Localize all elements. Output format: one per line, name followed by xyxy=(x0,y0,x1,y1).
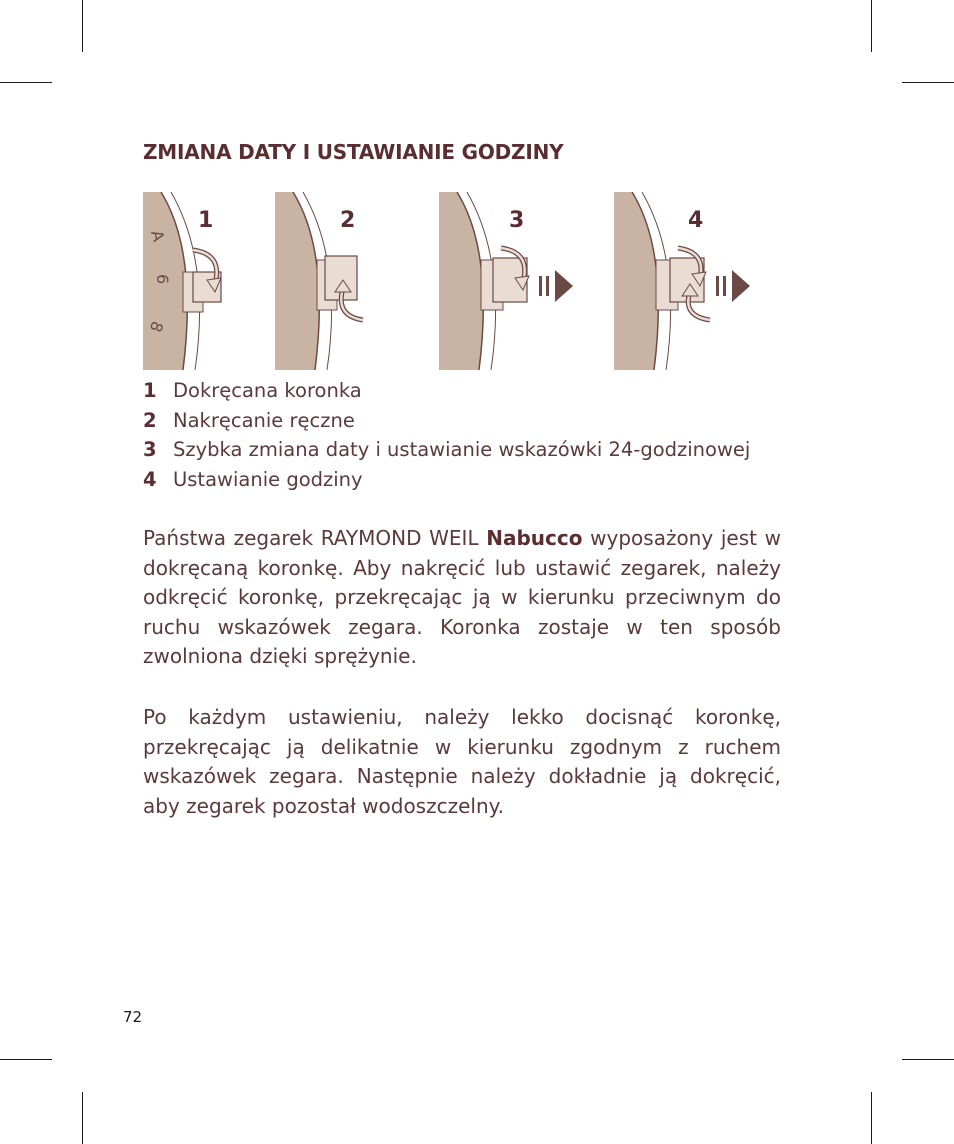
figure-number-4: 4 xyxy=(688,208,704,233)
crop-mark-bottom-right xyxy=(871,1092,872,1144)
legend-number: 4 xyxy=(143,467,157,491)
page-number: 72 xyxy=(123,1008,143,1026)
legend-text: Nakręcanie ręczne xyxy=(173,408,355,432)
crown-illustration-2 xyxy=(275,192,455,370)
figure-number-1: 1 xyxy=(198,208,214,233)
model-name: Nabucco xyxy=(486,526,583,550)
svg-text:6: 6 xyxy=(153,274,172,285)
crop-mark-bottom-left xyxy=(82,1092,83,1144)
crown-illustration-3 xyxy=(439,192,619,370)
paragraph-1-lead: Państwa zegarek RAYMOND WEIL xyxy=(143,526,487,550)
figure-number-2: 2 xyxy=(340,208,356,233)
paragraph-1-rest: wyposażony jest w dokręcaną koronkę. Aby nakręcić lub ustawić zegarek, należy odkręcić koronkę, przekręcając ją w kierunku przeciwnym do ruchu wskazówek zegara. Koronka zostaje w ten sposób zwolniona dzięki sprężynie. xyxy=(143,526,781,668)
page-title: ZMIANA DATY I USTAWIANIE GODZINY xyxy=(143,140,564,164)
legend-text: Dokręcana koronka xyxy=(173,379,362,402)
svg-text:A: A xyxy=(147,228,169,244)
crop-mark-top-left xyxy=(82,0,83,52)
figure-number-3: 3 xyxy=(509,208,525,233)
legend-item xyxy=(143,406,750,436)
legend-text: Ustawianie godziny xyxy=(173,467,363,491)
crown-illustration-4 xyxy=(614,192,794,370)
legend-item xyxy=(143,465,750,495)
legend-item xyxy=(143,376,750,406)
crop-mark-right-top xyxy=(902,82,954,83)
body-paragraph-2: Po każdym ustawieniu, należy lekko docisnąć koronkę, przekręcając ją delikatnie w kierunku zgodnym z ruchem wskazówek zegara. Następnie należy dokładnie ją dokręcić, aby zegarek pozostał wodoszczelny. xyxy=(143,705,781,818)
crop-mark-top-right xyxy=(871,0,872,52)
legend-text: Szybka zmiana daty i ustawianie wskazówki 24-godzinowej xyxy=(173,438,751,461)
body-paragraph-1 xyxy=(143,524,781,672)
crop-mark-left-top xyxy=(0,82,52,83)
crop-mark-left-bottom xyxy=(0,1059,52,1060)
svg-text:8: 8 xyxy=(145,318,168,335)
legend-item xyxy=(143,435,750,465)
legend-number: 2 xyxy=(143,408,157,432)
legend-list xyxy=(143,376,750,494)
crop-mark-right-bottom xyxy=(902,1059,954,1060)
legend-number: 3 xyxy=(143,438,157,461)
legend-number: 1 xyxy=(143,379,157,402)
